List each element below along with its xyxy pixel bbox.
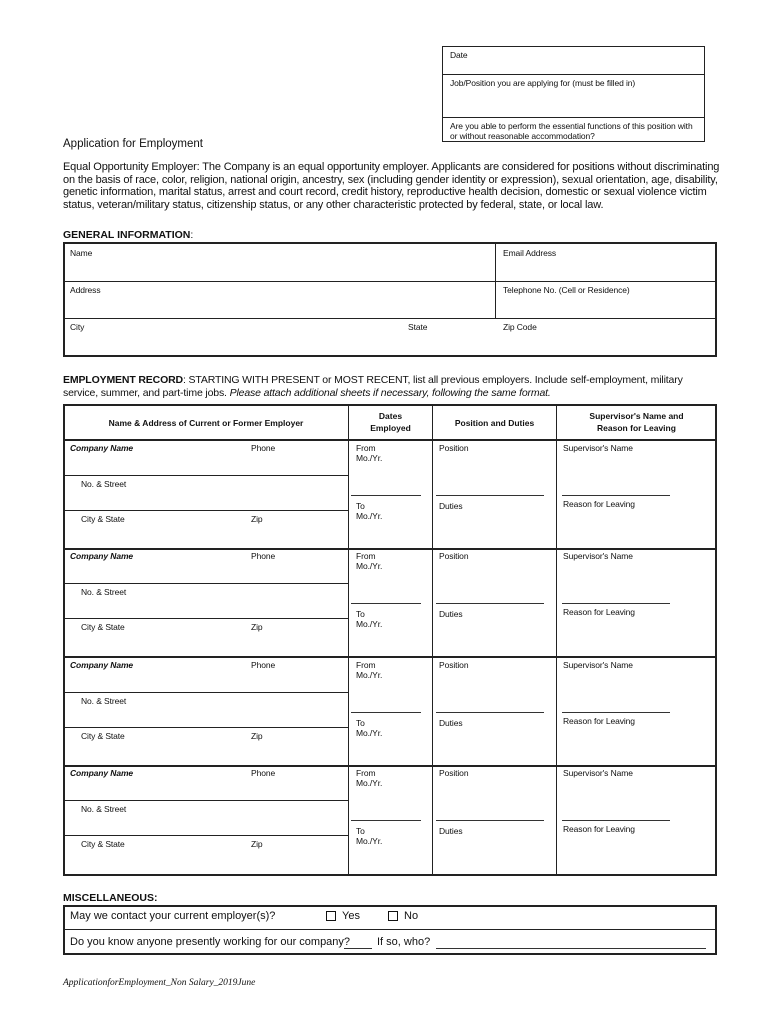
supervisor-name-field[interactable]: Supervisor's Name	[563, 660, 633, 670]
employment-intro-italic: Please attach additional sheets if necessary, following the same format.	[229, 386, 551, 399]
from-date-line[interactable]	[351, 495, 421, 496]
position-field[interactable]: Position	[439, 443, 469, 453]
col-header-dates	[349, 410, 432, 434]
position-field[interactable]: Position	[439, 768, 469, 778]
who-answer-line[interactable]	[436, 948, 706, 949]
contact-employer-question: May we contact your current employer(s)?	[70, 910, 276, 922]
employer-street-divider	[64, 800, 348, 801]
employer-row-divider	[64, 765, 716, 767]
supervisor-line[interactable]	[562, 712, 670, 713]
general-heading	[63, 229, 193, 241]
city-state-field[interactable]: City & State	[81, 514, 125, 524]
col-header-position: Position and Duties	[454, 418, 535, 428]
from-date-label[interactable]: From	[356, 660, 376, 670]
from-date-label[interactable]: From	[356, 768, 376, 778]
to-date-unit: Mo./Yr.	[356, 836, 383, 846]
telephone-field[interactable]: Telephone No. (Cell or Residence)	[503, 285, 630, 295]
employer-street-divider	[64, 692, 348, 693]
city-state-field[interactable]: City & State	[81, 622, 125, 632]
know-anyone-answer-line[interactable]	[344, 948, 372, 949]
from-date-line[interactable]	[351, 820, 421, 821]
form-title: Application for Employment	[63, 138, 203, 150]
general-info-table	[63, 242, 717, 357]
eeo-statement	[63, 161, 723, 211]
employer-city-divider	[64, 618, 348, 619]
col-header-supervisor	[557, 410, 716, 434]
to-date-unit: Mo./Yr.	[356, 728, 383, 738]
contact-yes-option[interactable]	[326, 910, 360, 922]
reason-leaving-field[interactable]: Reason for Leaving	[563, 716, 635, 726]
employment-heading: EMPLOYMENT RECORD	[63, 374, 183, 386]
position-line[interactable]	[436, 495, 544, 496]
duties-field[interactable]: Duties	[439, 501, 463, 511]
to-date-unit: Mo./Yr.	[356, 619, 383, 629]
position-line[interactable]	[436, 712, 544, 713]
street-field[interactable]: No. & Street	[81, 479, 127, 489]
reason-leaving-field[interactable]: Reason for Leaving	[563, 607, 635, 617]
supervisor-name-field[interactable]: Supervisor's Name	[563, 443, 633, 453]
contact-no-option[interactable]	[388, 910, 418, 922]
employer-zip-field[interactable]: Zip	[251, 514, 263, 524]
state-field[interactable]: State	[408, 322, 428, 332]
to-date-label[interactable]: To	[356, 501, 365, 511]
position-field[interactable]: Position	[439, 551, 469, 561]
general-heading-colon: :	[190, 229, 194, 241]
zip-code-field[interactable]: Zip Code	[503, 322, 537, 332]
eeo-line-3: genetic information, marital status, arrest and court record, credit history, reproductive health decision, domestic or sexual violence victim	[63, 186, 707, 198]
employer-street-divider	[64, 583, 348, 584]
reason-leaving-field[interactable]: Reason for Leaving	[563, 824, 635, 834]
street-field[interactable]: No. & Street	[81, 804, 127, 814]
to-date-unit: Mo./Yr.	[356, 511, 383, 521]
employer-city-divider	[64, 727, 348, 728]
address-field[interactable]: Address	[70, 285, 101, 295]
phone-field[interactable]: Phone	[251, 660, 276, 670]
col-header-supervisor-1: Supervisor's Name and	[589, 411, 684, 421]
employer-city-divider	[64, 835, 348, 836]
eeo-line-2: on the basis of race, color, religion, national origin, ancestry, sex (including gender identity or expression), sexual orientation, age, disability,	[63, 173, 718, 186]
eeo-line-1: Equal Opportunity Employer: The Company is an equal opportunity employer. Applicants are considered for positions without discriminating	[63, 161, 720, 173]
position-line[interactable]	[436, 603, 544, 604]
top-box-divider	[442, 117, 705, 118]
to-date-label[interactable]: To	[356, 718, 365, 728]
supervisor-line[interactable]	[562, 820, 670, 821]
street-field[interactable]: No. & Street	[81, 696, 127, 706]
phone-field[interactable]: Phone	[251, 768, 276, 778]
top-box-divider	[442, 74, 705, 75]
from-date-unit: Mo./Yr.	[356, 670, 383, 680]
duties-field[interactable]: Duties	[439, 609, 463, 619]
from-date-line[interactable]	[351, 603, 421, 604]
no-label: No	[404, 910, 419, 922]
employment-col-divider	[348, 405, 349, 875]
misc-row-divider	[64, 929, 716, 930]
to-date-label[interactable]: To	[356, 826, 365, 836]
know-anyone-question: Do you know anyone presently working for our company?	[70, 936, 351, 948]
col-header-dates-1: Dates	[378, 411, 403, 421]
supervisor-line[interactable]	[562, 495, 670, 496]
employment-col-divider	[432, 405, 433, 875]
city-field[interactable]: City	[70, 322, 85, 332]
employer-row-divider	[64, 548, 716, 550]
from-date-unit: Mo./Yr.	[356, 453, 383, 463]
general-col-divider	[495, 243, 496, 318]
from-date-line[interactable]	[351, 712, 421, 713]
general-heading-text: GENERAL INFORMATION	[63, 229, 191, 241]
to-date-label[interactable]: To	[356, 609, 365, 619]
name-field[interactable]: Name	[70, 248, 93, 258]
supervisor-name-field[interactable]: Supervisor's Name	[563, 551, 633, 561]
from-date-unit: Mo./Yr.	[356, 778, 383, 788]
job-position-field[interactable]: Job/Position you are applying for (must be filled in)	[450, 78, 636, 88]
from-date-unit: Mo./Yr.	[356, 561, 383, 571]
misc-heading: MISCELLANEOUS:	[63, 892, 158, 904]
supervisor-name-field[interactable]: Supervisor's Name	[563, 768, 633, 778]
col-header-supervisor-2: Reason for Leaving	[597, 423, 676, 433]
general-row-divider	[64, 318, 716, 319]
ability-question-line1[interactable]: Are you able to perform the essential functions of this position with	[450, 121, 693, 131]
duties-field[interactable]: Duties	[439, 718, 463, 728]
ability-question-line2: or without reasonable accommodation?	[450, 131, 595, 141]
phone-field[interactable]: Phone	[251, 551, 276, 561]
supervisor-line[interactable]	[562, 603, 670, 604]
employer-street-divider	[64, 475, 348, 476]
general-row-divider	[64, 281, 716, 282]
employer-zip-field[interactable]: Zip	[251, 731, 263, 741]
position-line[interactable]	[436, 820, 544, 821]
no-checkbox[interactable]	[388, 911, 398, 921]
phone-field[interactable]: Phone	[251, 443, 276, 453]
reason-leaving-field[interactable]: Reason for Leaving	[563, 499, 635, 509]
eeo-line-4: status, veteran/military status, citizenship status, or any other characteristic protected by federal, state, or local law.	[63, 198, 604, 211]
employer-zip-field[interactable]: Zip	[251, 839, 263, 849]
from-date-label[interactable]: From	[356, 443, 376, 453]
footer-doc-id: ApplicationforEmployment_Non Salary_2019June	[63, 978, 256, 988]
date-field[interactable]: Date	[450, 50, 468, 60]
city-state-field[interactable]: City & State	[81, 731, 125, 741]
employment-header-divider	[64, 439, 716, 441]
employer-city-divider	[64, 510, 348, 511]
position-field[interactable]: Position	[439, 660, 469, 670]
company-name-field[interactable]: Company Name	[70, 660, 134, 670]
from-date-label[interactable]: From	[356, 551, 376, 561]
employer-row-divider	[64, 656, 716, 658]
employment-intro-line1: : STARTING WITH PRESENT or MOST RECENT, list all previous employers. Include self-employment, military	[182, 374, 683, 386]
employment-intro-line2: service, summer, and part-time jobs.	[63, 386, 230, 399]
if-so-who-label: If so, who?	[377, 936, 431, 948]
yes-checkbox[interactable]	[326, 911, 336, 921]
street-field[interactable]: No. & Street	[81, 587, 127, 597]
duties-field[interactable]: Duties	[439, 826, 463, 836]
company-name-field[interactable]: Company Name	[70, 551, 134, 561]
employment-col-divider	[556, 405, 557, 875]
yes-label: Yes	[342, 910, 360, 922]
company-name-field[interactable]: Company Name	[70, 443, 134, 453]
email-field[interactable]: Email Address	[503, 248, 557, 258]
col-header-dates-2: Employed	[370, 423, 411, 433]
col-header-employer: Name & Address of Current or Former Employer	[108, 418, 304, 428]
city-state-field[interactable]: City & State	[81, 839, 125, 849]
employer-zip-field[interactable]: Zip	[251, 622, 263, 632]
company-name-field[interactable]: Company Name	[70, 768, 134, 778]
employment-intro	[63, 374, 723, 399]
